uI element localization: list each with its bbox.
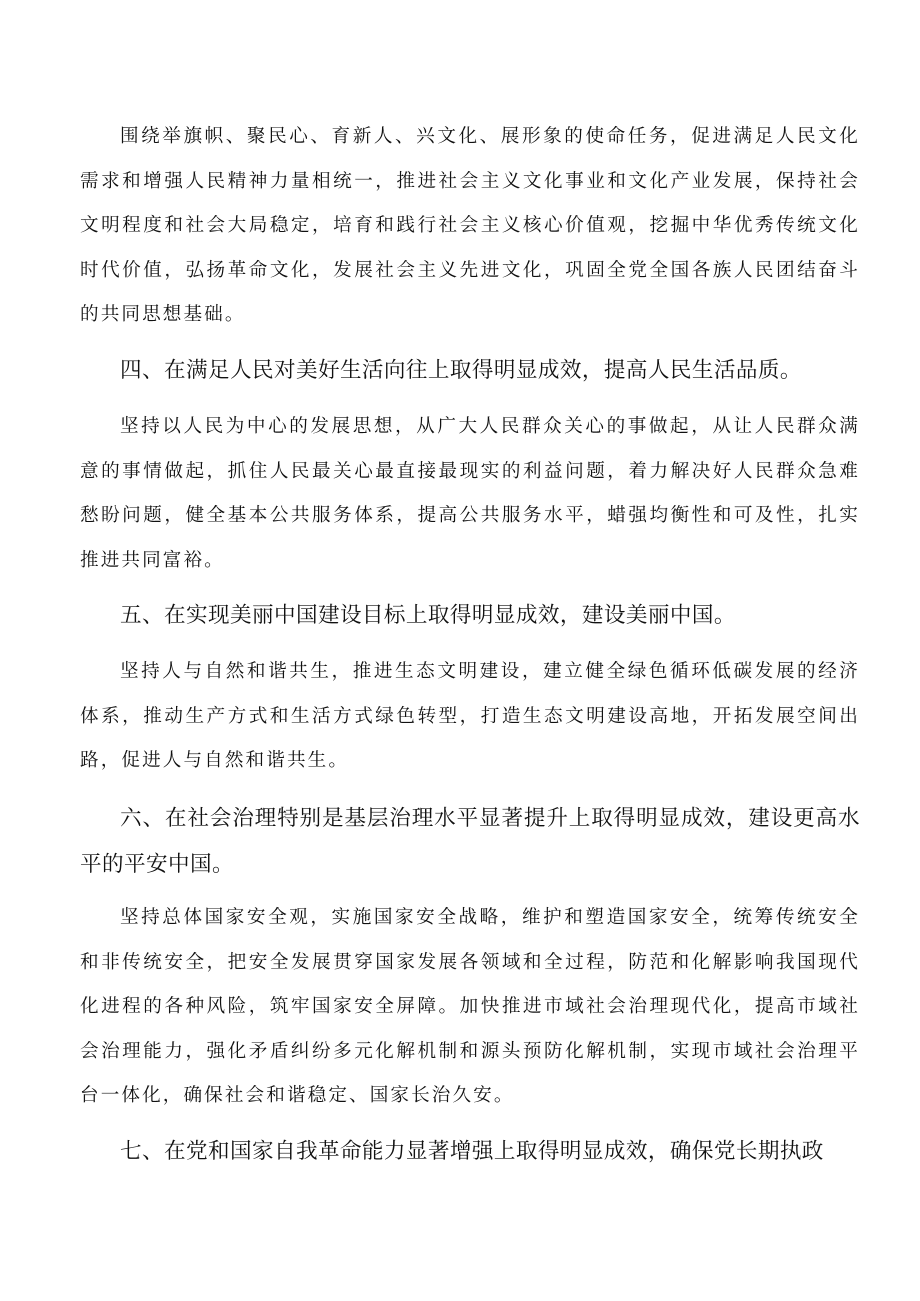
heading-section-5: 五、在实现美丽中国建设目标上取得明显成效，建设美丽中国。 — [120, 603, 736, 628]
heading-section-6: 六、在社会治理特别是基层治理水平显著提升上取得明显成效，建设更高水平的平安中国。 — [80, 806, 860, 877]
paragraph-ecology: 坚持人与自然和谐共生，推进生态文明建设，建立健全绿色循环低碳发展的经济体系，推动生产方式和生活方式绿色转型，打造生态文明建设高地，开拓发展空间出路，促进人与自然和谐共生。 — [80, 661, 860, 771]
paragraph-livelihood: 坚持以人民为中心的发展思想，从广大人民群众关心的事做起，从让人民群众满意的事情做起，抓住人民最关心最直接最现实的利益问题，着力解决好人民群众急难愁盼问题，健全基本公共服务体系，提高公共服务水平，蜡强均衡性和可及性，扎实推进共同富裕。 — [80, 416, 860, 571]
paragraph-culture: 围绕举旗帜、聚民心、育新人、兴文化、展形象的使命任务，促进满足人民文化需求和增强人民精神力量相统一，推进社会主义文化事业和文化产业发展，保持社会文明程度和社会大局稳定，培育和践行社会主义核心价值观，挖掘中华优秀传统文化时代价值，弘扬革命文化，发展社会主义先进文化，巩固全党全国各族人民团结奋斗的共同思想基础。 — [80, 126, 860, 325]
heading-section-7: 七、在党和国家自我革命能力显著增强上取得明显成效，确保党长期执政 — [120, 1139, 824, 1164]
heading-section-4: 四、在满足人民对美好生活向往上取得明显成效，提高人民生活品质。 — [120, 358, 802, 383]
paragraph-security: 坚持总体国家安全观，实施国家安全战略，维护和塑造国家安全，统筹传统安全和非传统安全，把安全发展贯穿国家发展各领域和全过程，防范和化解影响我国现代化进程的各种风险，筑牢国家安全屏障。加快推进市域社会治理现代化，提高市域社会治理能力，强化矛盾纠纷多元化解机制和源头预防化解机制，实现市域社会治理平台一体化，确保社会和谐稳定、国家长治久安。 — [80, 907, 860, 1106]
